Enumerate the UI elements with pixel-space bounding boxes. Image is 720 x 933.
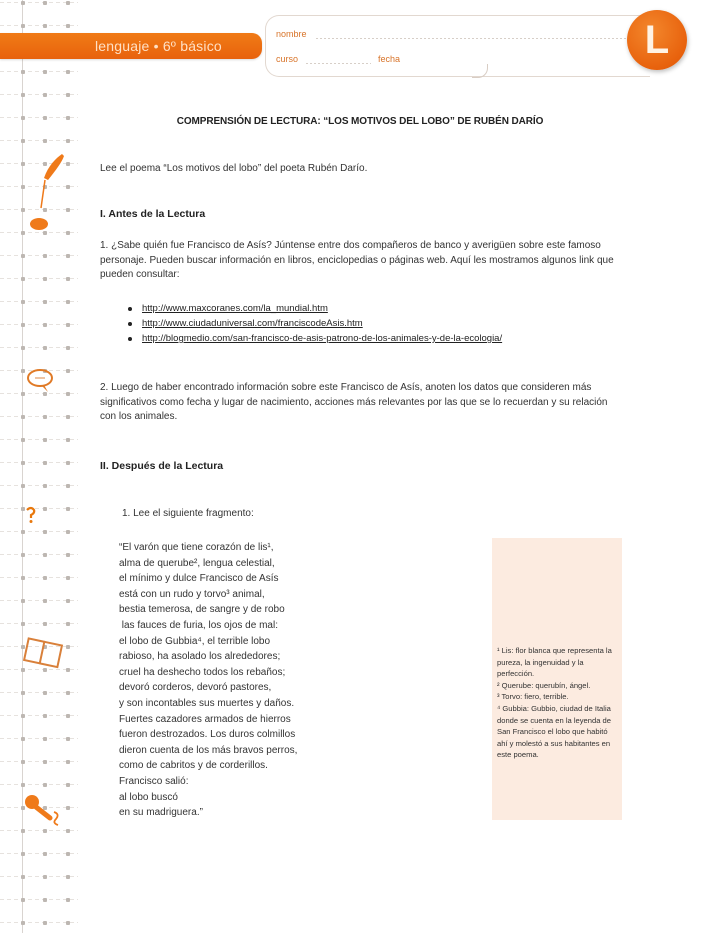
grid-dot: [66, 875, 70, 879]
question-mark-icon: [24, 506, 38, 524]
footnote-3: ³ Torvo: fiero, terrible.: [497, 692, 569, 702]
poem-line: dieron cuenta de los más bravos perros,: [119, 744, 298, 756]
grid-dot: [43, 323, 47, 327]
reference-link-1[interactable]: http://www.maxcoranes.com/la_mundial.htm: [142, 303, 328, 314]
grid-dot: [43, 737, 47, 741]
grid-dot: [21, 714, 25, 718]
poem-line: como de cabritos y de corderillos.: [119, 760, 268, 772]
reference-links-list: [128, 301, 502, 346]
reference-link-3[interactable]: http://blogmedio.com/san-francisco-de-asis-patrono-de-los-animales-y-de-la-ecologia/: [142, 333, 503, 344]
poem-line: cruel ha deshecho todos los rebaños;: [119, 666, 286, 678]
grid-dot: [66, 622, 70, 626]
grid-dot: [66, 553, 70, 557]
grid-dot: [43, 875, 47, 879]
grid-dot: [43, 691, 47, 695]
grid-dot: [66, 369, 70, 373]
grid-dot: [66, 70, 70, 74]
grid-dot: [43, 898, 47, 902]
grid-dot: [21, 185, 25, 189]
grid-dot: [66, 461, 70, 465]
grid-dot: [21, 70, 25, 74]
name-field[interactable]: [316, 38, 626, 39]
grid-dot: [66, 852, 70, 856]
grid-dot: [66, 438, 70, 442]
poem-line: las fauces de furia, los ojos de mal:: [119, 619, 278, 631]
grid-dot: [21, 898, 25, 902]
name-label: nombre: [276, 29, 307, 39]
section-heading-before-reading: I. Antes de la Lectura: [100, 208, 206, 220]
grid-dot: [66, 714, 70, 718]
grid-dot: [66, 277, 70, 281]
grid-dot: [21, 852, 25, 856]
poem-line: alma de querube², lengua celestial,: [119, 557, 275, 569]
grid-dot: [43, 438, 47, 442]
subject-band: [0, 33, 262, 59]
grid-dot: [66, 392, 70, 396]
poem-line: bestia temerosa, de sangre y de robo: [119, 604, 285, 616]
open-book-icon: [22, 636, 66, 670]
grid-dot: [66, 300, 70, 304]
subject-grade-label: lenguaje • 6º básico: [95, 38, 222, 54]
grid-dot: [21, 530, 25, 534]
grid-dot: [21, 921, 25, 925]
poem-line: Francisco salió:: [119, 775, 189, 787]
grid-dot: [66, 599, 70, 603]
grid-dot: [43, 116, 47, 120]
grid-dot: [66, 921, 70, 925]
grid-dot: [43, 507, 47, 511]
grid-dot: [43, 24, 47, 28]
grid-dot: [21, 277, 25, 281]
subject-badge-lenguaje: L: [627, 10, 687, 70]
question-2-text: 2. Luego de haber encontrado información sobre este Francisco de Asís, anoten los datos que consideren más significativos como fecha y lugar de nacimiento, acciones más relevantes por las que se lo recuerdan y su relación con los animales.: [100, 382, 608, 422]
footnotes-text: [497, 645, 619, 761]
grid-dot: [21, 346, 25, 350]
grid-dot: [21, 93, 25, 97]
grid-dot: [66, 530, 70, 534]
grid-dot: [43, 760, 47, 764]
grid-dot: [21, 484, 25, 488]
grid-dot: [66, 737, 70, 741]
grid-dot: [43, 300, 47, 304]
link-item: [128, 331, 502, 346]
grid-dot: [66, 783, 70, 787]
grid-dot: [21, 300, 25, 304]
grid-dot: [66, 254, 70, 258]
grid-dot: [66, 93, 70, 97]
poem-line: fueron destrozados. Los duros colmillos: [119, 729, 296, 741]
grid-dot: [21, 1, 25, 5]
poem-line: devoró corderos, devoró pastores,: [119, 682, 272, 694]
footnote-4: ⁴ Gubbia: Gubbio, ciudad de Italia donde se cuenta en la leyenda de San Francisco el lobo que habitó ahí y molestó a sus habitantes en este poema.: [497, 703, 611, 760]
poem-line: al lobo buscó: [119, 791, 178, 803]
poem-line: y son incontables sus muertes y daños.: [119, 697, 295, 709]
grid-dot: [21, 139, 25, 143]
poem-fragment: [119, 540, 297, 821]
section-heading-after-reading: II. Después de la Lectura: [100, 460, 224, 472]
quill-pen-icon: [26, 152, 70, 234]
grid-dot: [43, 852, 47, 856]
grid-dot: [66, 116, 70, 120]
poem-line: “El varón que tiene corazón de lis¹,: [119, 542, 274, 553]
grid-dot: [43, 70, 47, 74]
grid-dot: [66, 898, 70, 902]
grid-dot: [66, 760, 70, 764]
document-title: COMPRENSIÓN DE LECTURA: “LOS MOTIVOS DEL LOBO” DE RUBÉN DARÍO: [176, 116, 544, 127]
footnote-1: ¹ Lis: flor blanca que representa la pureza, la ingenuidad y la perfección.: [497, 646, 612, 679]
grid-dot: [43, 921, 47, 925]
grid-dot: [21, 461, 25, 465]
grid-dot: [66, 323, 70, 327]
grid-dot: [43, 139, 47, 143]
intro-instruction: Lee el poema “Los motivos del lobo” del poeta Rubén Darío.: [100, 163, 368, 174]
grid-dot: [21, 875, 25, 879]
grid-dot: [43, 484, 47, 488]
grid-dot: [66, 576, 70, 580]
poem-line: rabioso, ha asolado los alrededores;: [119, 651, 281, 663]
grid-dot: [21, 599, 25, 603]
grid-dot: [43, 530, 47, 534]
poem-line: el mínimo y dulce Francisco de Asís: [119, 573, 279, 585]
grid-dot: [66, 415, 70, 419]
poem-line: Fuertes cazadores armados de hierros: [119, 713, 291, 725]
grid-dot: [21, 162, 25, 166]
poem-line: está con un rudo y torvo³ animal,: [119, 588, 265, 600]
microphone-icon: [22, 792, 64, 828]
grid-dot: [66, 645, 70, 649]
grid-dot: [66, 1, 70, 5]
reference-link-2[interactable]: http://www.ciudaduniversal.com/franciscodeAsis.htm: [142, 318, 363, 329]
grid-dot: [66, 24, 70, 28]
grid-dot: [43, 346, 47, 350]
grid-dot: [43, 93, 47, 97]
grid-dot: [43, 1, 47, 5]
grid-dot: [43, 714, 47, 718]
footnote-2: ² Querube: querubín, ángel.: [497, 680, 591, 690]
grid-dot: [21, 369, 25, 373]
poem-line: el lobo de Gubbia⁴, el terrible lobo: [119, 635, 271, 647]
grid-dot: [21, 691, 25, 695]
course-label: curso: [276, 54, 299, 64]
grid-dot: [21, 737, 25, 741]
item-1-instruction: 1. Lee el siguiente fragmento:: [122, 508, 254, 519]
grid-dot: [21, 438, 25, 442]
grid-dot: [66, 484, 70, 488]
grid-dot: [21, 622, 25, 626]
grid-dot: [66, 668, 70, 672]
link-item: [128, 301, 502, 316]
speech-bubble-icon: [26, 368, 56, 394]
grid-dot: [43, 829, 47, 833]
footnotes-box: [492, 538, 622, 820]
link-item: [128, 316, 502, 331]
grid-dot: [21, 323, 25, 327]
grid-dot: [43, 254, 47, 258]
grid-dot: [21, 24, 25, 28]
grid-dot: [21, 116, 25, 120]
grid-dot: [21, 760, 25, 764]
grid-dot: [66, 139, 70, 143]
grid-dot: [21, 254, 25, 258]
grid-dot: [21, 553, 25, 557]
grid-dot: [21, 392, 25, 396]
grid-dot: [43, 415, 47, 419]
grid-dot: [66, 806, 70, 810]
course-field[interactable]: [306, 63, 371, 64]
grid-dot: [43, 599, 47, 603]
grid-dot: [43, 622, 47, 626]
grid-dot: [43, 576, 47, 580]
grid-dot: [43, 783, 47, 787]
grid-dot: [66, 346, 70, 350]
grid-dot: [43, 461, 47, 465]
poem-line: en su madriguera.”: [119, 807, 203, 819]
date-label: fecha: [378, 54, 401, 64]
grid-dot: [21, 415, 25, 419]
grid-dot: [43, 553, 47, 557]
grid-dot: [21, 576, 25, 580]
grid-dot: [21, 783, 25, 787]
grid-dot: [43, 277, 47, 281]
grid-dot: [21, 231, 25, 235]
grid-dot: [21, 208, 25, 212]
question-1-text: 1. ¿Sabe quién fue Francisco de Asís? Júntense entre dos compañeros de banco y averigüen sobre este famoso personaje. Pueden buscar información en libros, enciclopedias o páginas web. Aquí les mostramos algunos link que pueden consultar:: [100, 240, 614, 280]
grid-dot: [66, 507, 70, 511]
grid-dot: [66, 691, 70, 695]
student-info-box: [265, 15, 650, 77]
grid-dot: [21, 829, 25, 833]
grid-dot: [66, 829, 70, 833]
